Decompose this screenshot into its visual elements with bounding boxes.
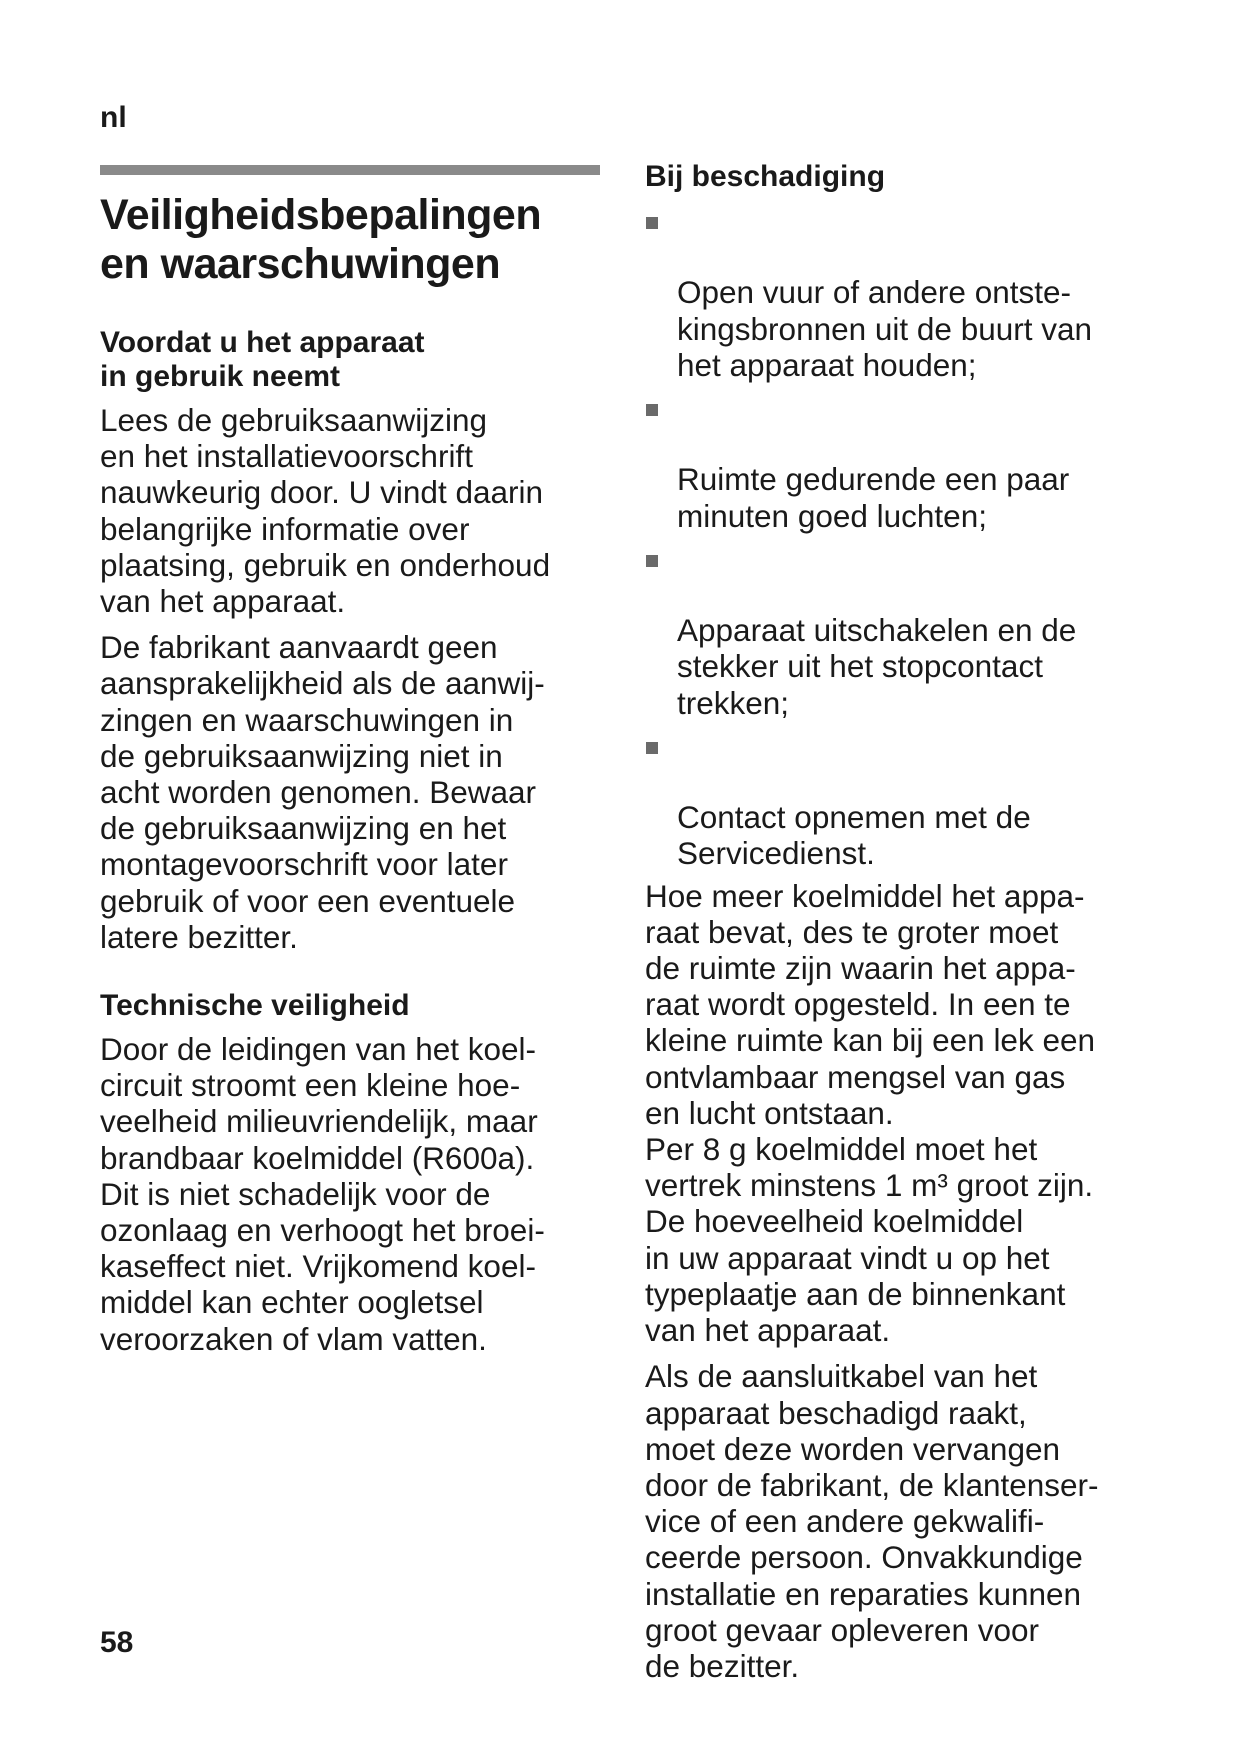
section-heading-before-use: Voordat u het apparaat in gebruik neemt (100, 326, 425, 393)
list-item (645, 389, 1145, 534)
left-column (100, 165, 600, 1357)
square-bullet-icon (646, 742, 658, 754)
list-item (645, 540, 1145, 721)
list-item-text: Apparaat uitschakelen en de stekker uit het stopcontact trekken; (677, 612, 1077, 721)
list-item-text: Open vuur of andere ontste- kingsbronnen uit de buurt van het apparaat houden; (677, 274, 1093, 383)
section-heading-damage: Bij beschadiging (645, 160, 886, 193)
paragraph-room-size: Hoe meer koelmiddel het appa- raat bevat, des te groter moet de ruimte zijn waarin het appa- raat wordt opgesteld. In een te kleine ruimte kan bij een lek een ontvlambaar mengsel van gas en lucht ontstaan. Per 8 g koelmiddel moet het vertrek minstens 1 m³ groot zijn. De hoeveelheid koelmiddel in uw apparaat vindt u op het typeplaatje aan de binnenkant van het apparaat. (645, 877, 1096, 1349)
list-item (645, 727, 1145, 872)
page-number: 58 (100, 1626, 134, 1659)
paragraph-power-cable: Als de aansluitkabel van het apparaat beschadigd raakt, moet deze worden vervangen door de fabrikant, de klantenser- vice of een andere gekwalifi- ceerde persoon. Onvakkundige installatie en reparaties kunnen groot gevaar opleveren voor de bezitter. (645, 1358, 1099, 1684)
square-bullet-icon (646, 404, 658, 416)
right-column (645, 160, 1145, 1684)
language-code: nl (100, 101, 127, 134)
damage-instructions-list (645, 202, 1145, 872)
list-item-text: Contact opnemen met de Servicedienst. (677, 799, 1031, 872)
list-item (645, 202, 1145, 383)
paragraph-refrigerant: Door de leidingen van het koel- circuit stroomt een kleine hoe- veelheid milieuvriendelijk, maar brandbaar koelmiddel (R600a). Dit is niet schadelijk voor de ozonlaag en verhoogt het broei- kaseffect niet. Vrijkomend koel- middel kan echter oogletsel veroorzaken of vlam vatten. (100, 1031, 545, 1357)
list-item-text: Ruimte gedurende een paar minuten goed luchten; (677, 461, 1070, 534)
square-bullet-icon (646, 555, 658, 567)
page-title: Veiligheidsbepalingen en waarschuwingen (100, 191, 542, 288)
square-bullet-icon (646, 217, 658, 229)
section-heading-technical-safety: Technische veiligheid (100, 989, 410, 1023)
paragraph-read-instructions: Lees de gebruiksaanwijzing en het installatievoorschrift nauwkeurig door. U vindt daarin belangrijke informatie over plaatsing, gebruik en onderhoud van het apparaat. (100, 402, 551, 620)
title-rule (100, 165, 600, 175)
paragraph-manufacturer-liability: De fabrikant aanvaardt geen aansprakelijkheid als de aanwij- zingen en waarschuwingen in de gebruiksaanwijzing niet in acht worden genomen. Bewaar de gebruiksaanwijzing en het montagevoorschrift voor later gebruik of voor een eventuele latere bezitter. (100, 629, 545, 955)
